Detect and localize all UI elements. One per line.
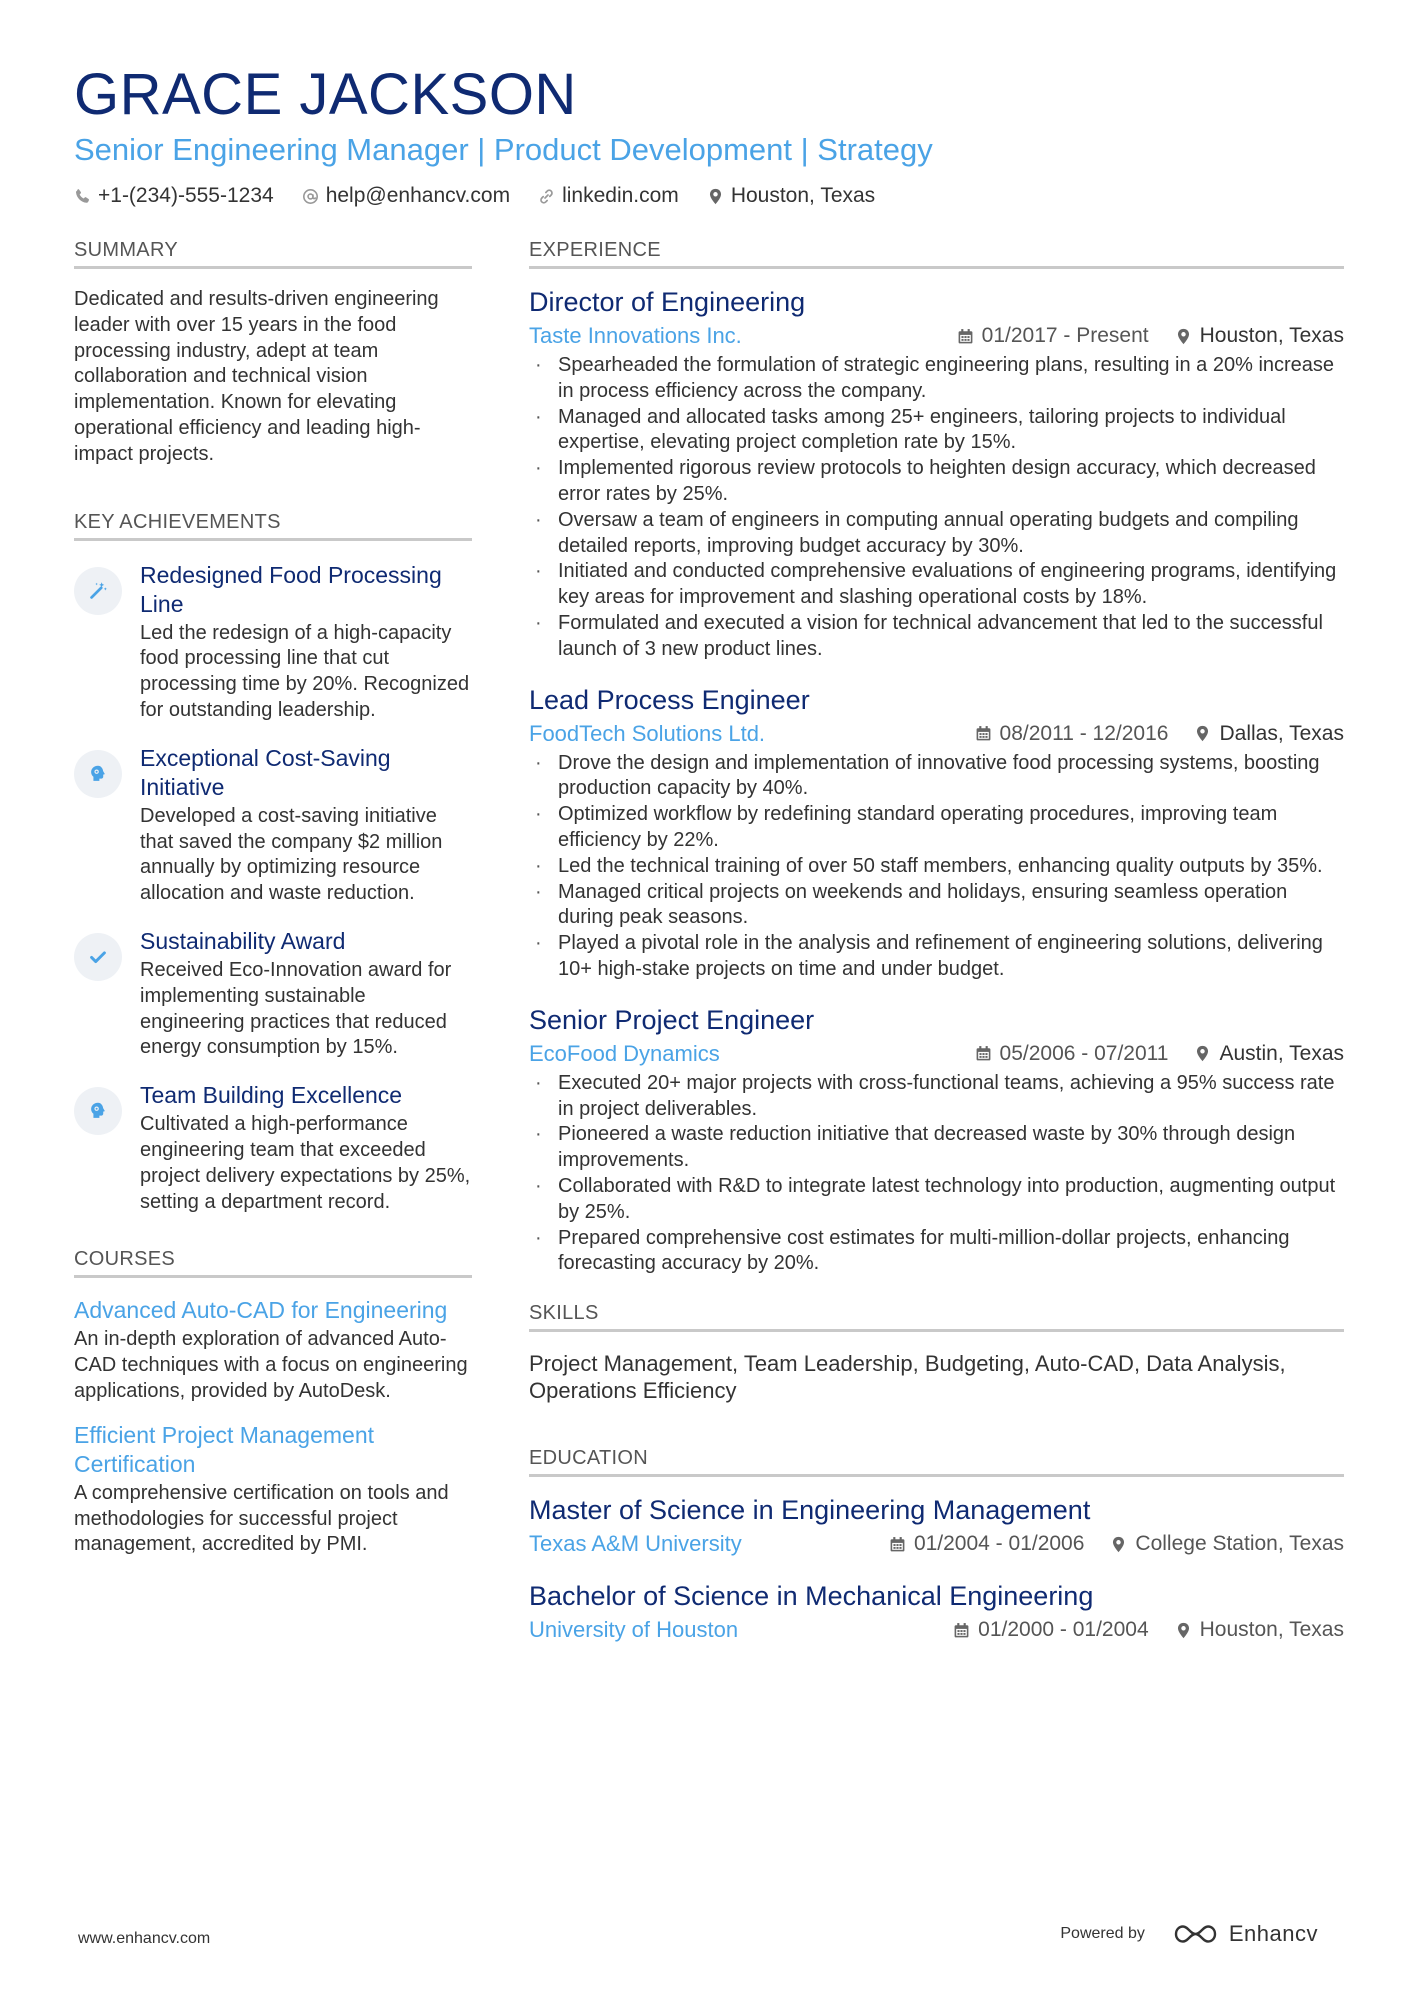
location-pin-icon [1194,1045,1211,1062]
job-location [1175,324,1344,348]
job-meta [529,321,1344,351]
right-column [529,238,1344,1665]
contact-email[interactable] [302,184,510,208]
location-text: Houston, Texas [730,184,876,207]
job-entry [529,1003,1344,1277]
contact-phone[interactable] [74,184,274,208]
job-bullet: · Optimized workflow by redefining standard operating procedures, improving team efficiency by 22%. [529,802,1344,854]
job-bullets [529,353,1344,663]
checkmark-icon [74,933,122,981]
achievement-title: Sustainability Award [140,927,346,954]
education-section [529,1446,1344,1645]
job-company: Taste Innovations Inc. [529,323,742,348]
job-bullet: · Managed and allocated tasks among 25+ engineers, tailoring projects to individual expertise, elevating project completion rate by 15%. [529,405,1344,457]
achievement-text: Developed a cost-saving initiative that saved the company $2 million annually by optimizing resource allocation and waste reduction. [140,804,443,905]
degree-title: Master of Science in Engineering Management [529,1495,1091,1526]
school-name: Texas A&M University [529,1531,742,1557]
contact-row [74,184,1344,208]
job-entry [529,285,1344,663]
job-company: EcoFood Dynamics [529,1040,720,1066]
summary-heading: SUMMARY [74,238,472,269]
job-bullet: · Prepared comprehensive cost estimates for multi-million-dollar projects, enhancing forecasting accuracy by 20%. [529,1226,1344,1278]
achievement-text: Received Eco-Innovation award for implementing sustainable engineering practices that reduced energy consumption by 15%. [140,958,452,1059]
achievement-item [74,1081,472,1215]
at-icon [302,188,319,205]
course-item [74,1421,472,1558]
calendar-icon [975,1045,992,1062]
education-meta [529,1615,1344,1645]
location-pin-icon [1110,1536,1127,1553]
education-dates [889,1532,1084,1556]
job-bullet: · Collaborated with R&D to integrate latest technology into production, augmenting output by 25%. [529,1174,1344,1226]
job-dates [975,722,1169,746]
courses-heading: COURSES [74,1247,472,1278]
job-meta [529,1039,1344,1069]
enhancv-logo-icon [1173,1922,1219,1946]
powered-by-text: Powered by [1060,1925,1145,1942]
job-title: Lead Process Engineer [529,684,810,715]
phone-icon [74,188,91,205]
calendar-icon [889,1536,906,1553]
education-meta [529,1529,1344,1559]
job-meta [529,719,1344,749]
location-pin-icon [1194,725,1211,742]
resume-header [74,62,1344,208]
education-location [1175,1618,1344,1642]
job-bullet: · Led the technical training of over 50 staff members, enhancing quality outputs by 35%. [529,854,1344,880]
education-dates [953,1618,1148,1642]
job-bullets [529,1071,1344,1277]
course-text: A comprehensive certification on tools and methodologies for successful project management, accredited by PMI. [74,1481,449,1556]
achievement-title: Redesigned Food Processing Line [140,561,442,617]
job-bullet: · Pioneered a waste reduction initiative that decreased waste by 30% through design improvements. [529,1122,1344,1174]
education-location [1110,1532,1344,1556]
achievement-item [74,927,472,1061]
education-entry [529,1579,1344,1645]
achievements-heading: KEY ACHIEVEMENTS [74,510,472,541]
course-title: Advanced Auto-CAD for Engineering [74,1297,448,1324]
location-pin-icon [1175,1622,1192,1639]
job-bullet: · Formulated and executed a vision for technical advancement that led to the successful launch of 3 new product lines. [529,611,1344,663]
location-pin-icon [1175,328,1192,345]
linkedin-text: linkedin.com [562,184,679,207]
achievements-section [74,510,472,1216]
job-title: Senior Project Engineer [529,1004,815,1035]
education-dates-text: 01/2000 - 01/2004 [978,1618,1149,1642]
achievement-item [74,744,472,907]
job-location [1194,722,1344,746]
experience-heading: EXPERIENCE [529,238,1344,269]
education-entry [529,1493,1344,1559]
education-dates-text: 01/2004 - 01/2006 [913,1532,1085,1556]
education-heading: EDUCATION [529,1446,1344,1477]
summary-section [74,238,472,468]
skills-text: Project Management, Team Leadership, Budgeting, Auto-CAD, Data Analysis, Operations Efficiency [529,1351,1286,1404]
contact-location [707,184,875,208]
job-company: FoodTech Solutions Ltd. [529,720,766,746]
achievement-text: Led the redesign of a high-capacity food processing line that cut processing time by 20%. Recognized for outstanding leadership. [140,621,470,721]
job-location-text: Austin, Texas [1219,1041,1344,1065]
job-dates [975,1042,1169,1066]
calendar-icon [975,725,992,742]
link-icon [538,188,555,205]
skills-heading: SKILLS [529,1301,1344,1332]
job-dates-text: 01/2017 - Present [981,324,1149,347]
education-location-text: College Station, Texas [1135,1532,1344,1556]
magic-wand-icon [74,567,122,615]
job-bullet: · Executed 20+ major projects with cross-functional teams, achieving a 95% success rate in project deliverables. [529,1071,1344,1123]
job-bullet: · Played a pivotal role in the analysis and refinement of engineering solutions, delivering 10+ high-stake projects on time and under budget. [529,931,1344,983]
head-brain-icon [74,1087,122,1135]
candidate-name: GRACE JACKSON [74,62,577,127]
achievement-title: Team Building Excellence [140,1082,403,1109]
job-dates [957,324,1149,348]
calendar-icon [953,1622,970,1639]
job-dates-text: 05/2006 - 07/2011 [999,1041,1169,1065]
degree-title: Bachelor of Science in Mechanical Engineering [529,1581,1094,1612]
footer-website[interactable]: www.enhancv.com [78,1930,211,1947]
course-text: An in-depth exploration of advanced Auto-CAD techniques with a focus on engineering applications, provided by AutoDesk. [74,1328,468,1402]
job-bullet: · Managed critical projects on weekends and holidays, ensuring seamless operation during peak seasons. [529,880,1344,932]
job-title: Director of Engineering [529,287,806,317]
location-pin-icon [707,188,724,205]
job-entry [529,683,1344,983]
course-item [74,1296,472,1404]
brand-name: Enhancv [1228,1921,1318,1946]
brand-logo[interactable] [1173,1921,1318,1947]
email-text: help@enhancv.com [325,184,511,207]
education-location-text: Houston, Texas [1199,1618,1344,1642]
job-bullet: · Spearheaded the formulation of strategic engineering plans, resulting in a 20% increase in process efficiency across the company. [529,353,1344,405]
course-title: Efficient Project Management Certification [74,1421,375,1477]
job-location-text: Houston, Texas [1199,324,1344,347]
job-bullets [529,751,1344,983]
job-dates-text: 08/2011 - 12/2016 [999,721,1169,745]
candidate-title: Senior Engineering Manager | Product Development | Strategy [74,132,933,167]
footer-branding [1060,1921,1318,1947]
summary-text: Dedicated and results-driven engineering leader with over 15 years in the food processing industry, adept at team collaboration and technical vision implementation. Known for elevating operational efficiency and leading high-impact projects. [74,288,439,465]
job-location [1194,1042,1344,1066]
achievement-item [74,561,472,724]
courses-section [74,1247,472,1558]
job-location-text: Dallas, Texas [1219,721,1344,745]
school-name: University of Houston [529,1617,739,1643]
experience-section [529,238,1344,1277]
achievement-text: Cultivated a high-performance engineering team that exceeded project delivery expectations by 25%, setting a department record. [140,1113,471,1213]
job-bullet: · Oversaw a team of engineers in computing annual operating budgets and compiling detailed reports, improving budget accuracy by 30%. [529,508,1344,560]
job-bullet: · Drove the design and implementation of innovative food processing systems, boosting production capacity by 40%. [529,751,1344,803]
job-bullet: · Initiated and conducted comprehensive evaluations of engineering programs, identifying key areas for improvement and slashing operational costs by 18%. [529,559,1344,611]
head-brain-icon [74,750,122,798]
calendar-icon [957,328,974,345]
contact-linkedin[interactable] [538,184,679,208]
left-column [74,238,472,1574]
phone-text: +1-(234)-555-1234 [98,184,274,207]
achievement-title: Exceptional Cost-Saving Initiative [140,744,391,800]
skills-section [529,1301,1344,1404]
job-bullet: · Implemented rigorous review protocols to heighten design accuracy, which decreased error rates by 25%. [529,456,1344,508]
